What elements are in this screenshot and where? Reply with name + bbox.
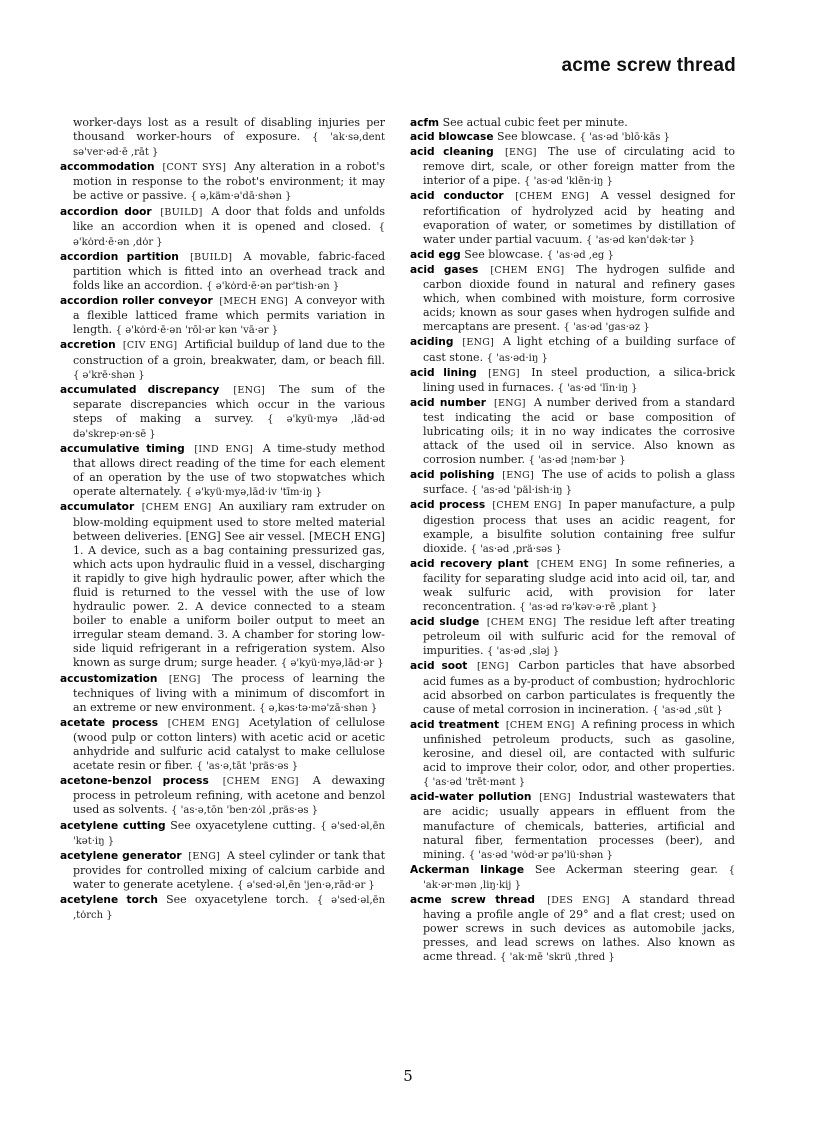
entry-definition: See oxyacetylene cutting. bbox=[170, 818, 316, 832]
entry-headword: accustomization bbox=[60, 672, 158, 685]
entry-headword: acid soot bbox=[410, 660, 468, 673]
entry-definition: Any alteration in a robot's motion in response to the robot's environment; it may be active or passive. bbox=[73, 160, 385, 203]
entry-subject-label: [ENG] bbox=[233, 384, 266, 396]
entry-definition: A movable, fabric-faced partition which is fitted into an overhead track and folds like an accordion. bbox=[73, 249, 386, 293]
entry-pronunciation: { 'as·əd ,süt } bbox=[652, 704, 723, 716]
dictionary-entry bbox=[410, 130, 735, 145]
entry-headword: accretion bbox=[60, 339, 116, 352]
dictionary-entry bbox=[410, 189, 735, 247]
entry-definition: An auxiliary ram extruder on blow-molding equipment used to store melted material between deliveries. [ENG] See air vessel. [MECH ENG] 1. A device, such as a bag containing pressurized gas, which acts upon hydraulic fluid in a vessel, discharging it rapidly to give high hydraulic power, after which the fluid is returned to the vessel with the use of low hydraulic power. 2. A device connected to a steam boiler to enable a uniform boiler output to meet an irregular steam demand. 3. A chamber for storing low-side liquid refrigerant in a refrigeration system. Also known as surge drum; surge header. bbox=[73, 500, 386, 670]
entry-pronunciation: { ə,kəs·tə·mə'zā·shən } bbox=[259, 702, 378, 714]
entry-definition: See blowcase. bbox=[464, 247, 544, 261]
entry-definition: In steel production, a silica-brick lining used in furnaces. bbox=[423, 365, 735, 394]
entry-headword: accordion partition bbox=[60, 250, 179, 263]
entry-definition: A refining process in which unfinished petroleum products, such as gasoline, kerosine, and diesel oil, are contacted with sulfuric acid to improve their color, odor, and other properties. bbox=[423, 717, 736, 775]
entry-subject-label: [CHEM ENG] bbox=[486, 617, 557, 629]
entry-subject-label: [CHEM ENG] bbox=[167, 717, 240, 729]
entry-subject-label: [CHEM ENG] bbox=[515, 191, 589, 203]
entry-subject-label: [CONT SYS] bbox=[162, 162, 227, 174]
entry-headword: accumulated discrepancy bbox=[60, 383, 220, 396]
entry-definition: In paper manufacture, a pulp digestion process that uses an acidic reagent, for example, a bisulfite solution containing free sulfur dioxide. bbox=[423, 498, 736, 555]
entry-pronunciation: { 'as·əd 'līn·iŋ } bbox=[557, 382, 638, 394]
entry-subject-label: [ENG] bbox=[488, 367, 520, 379]
dictionary-entry bbox=[410, 145, 735, 189]
dictionary-entry bbox=[60, 383, 385, 442]
entry-headword: acid lining bbox=[410, 366, 477, 379]
entry-definition: A conveyor with a flexible latticed frame which permits variation in length. bbox=[73, 294, 386, 337]
entry-subject-label: [ENG] bbox=[168, 673, 201, 685]
dictionary-entry bbox=[410, 116, 735, 130]
entry-definition: A time-study method that allows direct reading of the time for each element of an operation by the use of two stopwatches which operate alternately. bbox=[73, 442, 386, 499]
entry-definition: A vessel designed for refortification of hydrolyzed acid by heating and evaporation of water, or sometimes by distillation of water under partial vacuum. bbox=[423, 189, 736, 246]
entry-pronunciation: { ə'kȯrd·ē·ən pər'tish·ən } bbox=[206, 281, 340, 293]
entry-subject-label: [BUILD] bbox=[190, 251, 233, 263]
entry-subject-label: [ENG] bbox=[494, 397, 526, 409]
entry-pronunciation: { ə'kyü·myə ,lād·əd də'skrep·ən·sē } bbox=[73, 413, 386, 440]
entry-definition: The hydrogen sulfide and carbon dioxide found in natural and refinery gases which, when combined with moisture, form corrosive acids; known as sour gases when hydrogen sulfide and mercaptans are present. bbox=[423, 262, 736, 334]
dictionary-entry bbox=[410, 248, 735, 263]
entry-definition: See Ackerman steering gear. bbox=[534, 862, 718, 876]
right-column bbox=[410, 116, 735, 965]
dictionary-entry bbox=[410, 396, 735, 468]
entry-headword: acetone-benzol process bbox=[60, 775, 209, 788]
entry-pronunciation: { 'as·əd·iŋ } bbox=[486, 352, 548, 364]
entry-headword: aciding bbox=[410, 336, 454, 349]
dictionary-entry bbox=[410, 893, 735, 965]
entry-definition: See oxyacetylene torch. bbox=[166, 892, 309, 906]
entry-pronunciation: { ə'kyü·myə,lād·ər } bbox=[280, 658, 384, 670]
entry-headword: acid polishing bbox=[410, 469, 495, 482]
entry-headword: accumulative timing bbox=[60, 443, 185, 456]
dictionary-entry bbox=[60, 774, 385, 818]
entry-definition: A number derived from a standard test indicating the acid or base composition of lubricating oils; it in no way indicates the corrosive attack of the used oil in service. Also known as corrosion number. bbox=[423, 395, 736, 467]
dictionary-entry bbox=[60, 116, 385, 160]
entry-pronunciation: { 'as·əd ¦nəm·bər } bbox=[528, 455, 626, 467]
entry-subject-label: [CHEM ENG] bbox=[490, 264, 565, 276]
entry-pronunciation: { ə'sed·əl,ēn 'jen·ə,rād·ər } bbox=[237, 879, 375, 891]
entry-headword: acid conductor bbox=[410, 190, 504, 203]
entry-subject-label: [CHEM ENG] bbox=[536, 558, 607, 570]
entry-subject-label: [CHEM ENG] bbox=[492, 500, 562, 512]
entry-pronunciation: { ə'kyü·myə,lād·iv 'tīm·iŋ } bbox=[185, 487, 322, 499]
entry-headword: acetylene generator bbox=[60, 849, 182, 862]
entry-definition: The process of learning the techniques of living with a minimum of discomfort in an extreme or new environment. bbox=[73, 671, 386, 714]
entry-subject-label: [ENG] bbox=[539, 792, 571, 804]
entry-definition: See actual cubic feet per minute. bbox=[442, 116, 628, 129]
entry-definition: In some refineries, a facility for separating sludge acid into acid oil, tar, and weak sulfuric acid, with provision for later reconcentration. bbox=[423, 556, 736, 614]
entry-pronunciation: { 'ak·sə,dent sə'ver·əd·ē ,rāt } bbox=[73, 132, 386, 159]
dictionary-entry bbox=[60, 442, 385, 500]
entry-subject-label: [ENG] bbox=[188, 850, 221, 862]
dictionary-entry bbox=[410, 718, 735, 790]
running-head: acme screw thread bbox=[561, 55, 736, 76]
entry-subject-label: [ENG] bbox=[502, 470, 535, 482]
entry-definition: worker-days lost as a result of disabling injuries per thousand worker-hours of exposure. bbox=[73, 116, 385, 144]
dictionary-entry bbox=[410, 790, 735, 862]
entry-subject-label: [CIV ENG] bbox=[122, 340, 178, 352]
entry-headword: acfm bbox=[410, 117, 440, 129]
dictionary-entry bbox=[60, 294, 385, 338]
entry-pronunciation: { 'as·əd 'wȯd·ər pə'lü·shən } bbox=[468, 849, 613, 861]
entry-pronunciation: { 'ak·mē 'skrü ,thred } bbox=[500, 952, 615, 964]
entry-subject-label: [ENG] bbox=[462, 337, 495, 349]
entry-subject-label: [BUILD] bbox=[160, 206, 203, 218]
entry-headword: accumulator bbox=[60, 501, 135, 514]
dictionary-entry bbox=[410, 335, 735, 365]
entry-definition: A standard thread having a profile angle of 29° and a flat crest; used on power screws in such devices as automobile jacks, presses, and lead screws on lathes. Also known as acme thread. bbox=[423, 892, 736, 964]
entry-definition: A door that folds and unfolds like an accordion when it is opened and closed. bbox=[73, 204, 386, 233]
entry-pronunciation: { ə'kȯrd·ē·ən 'rōl·ər kən 'vā·ər } bbox=[115, 325, 279, 337]
dictionary-entry bbox=[60, 250, 385, 294]
entry-definition: Artificial buildup of land due to the construction of a groin, breakwater, dam, or beach fill. bbox=[73, 338, 386, 367]
entry-headword: acid treatment bbox=[410, 718, 500, 731]
dictionary-entry bbox=[410, 498, 735, 556]
entry-headword: acid cleaning bbox=[410, 146, 494, 159]
entry-pronunciation: { ə'krē·shən } bbox=[73, 369, 145, 381]
dictionary-entry bbox=[410, 557, 735, 615]
entry-pronunciation: { ə'sed·əl,ēn ,tȯrch } bbox=[73, 894, 386, 922]
dictionary-entry bbox=[410, 263, 735, 335]
dictionary-entry bbox=[60, 893, 385, 923]
entry-pronunciation: { 'as·əd 'päl·ish·iŋ } bbox=[471, 485, 572, 497]
dictionary-entry bbox=[410, 659, 735, 717]
entry-subject-label: [IND ENG] bbox=[194, 444, 254, 456]
entry-pronunciation: { 'ak·ər·mən ,liŋ·kij } bbox=[423, 864, 735, 891]
entry-headword: acid process bbox=[410, 499, 486, 512]
entry-pronunciation: { 'as·əd 'gas·əz } bbox=[563, 322, 650, 334]
entry-headword: acetylene torch bbox=[60, 893, 158, 906]
entry-definition: Carbon particles that have absorbed acid fumes as a by-product of combustion; hydrochloric acid absorbed on carbon particulates is frequently the cause of metal corrosion in incineration. bbox=[423, 659, 736, 716]
entry-headword: accordion door bbox=[60, 205, 152, 218]
entry-headword: acid blowcase bbox=[410, 131, 494, 144]
entry-headword: accordion roller conveyor bbox=[60, 295, 213, 308]
page-number: 5 bbox=[403, 1067, 413, 1085]
dictionary-entry bbox=[410, 863, 735, 893]
dictionary-entry bbox=[60, 338, 385, 382]
entry-pronunciation: { 'as·əd 'trēt·mənt } bbox=[423, 777, 526, 789]
dictionary-entry bbox=[60, 160, 385, 204]
entry-definition: A light etching of a building surface of cast stone. bbox=[423, 335, 735, 364]
entry-pronunciation: { 'as·əd rə'kəv·ə·rē ,plant } bbox=[519, 602, 658, 614]
entry-headword: acid recovery plant bbox=[410, 557, 529, 570]
left-column bbox=[60, 116, 385, 923]
entry-definition: A dewaxing process in petroleum refining, with acetone and benzol used as solvents. bbox=[73, 774, 385, 817]
dictionary-entry bbox=[410, 468, 735, 498]
entry-headword: acid sludge bbox=[410, 616, 480, 629]
entry-definition: A steel cylinder or tank that provides for controlled mixing of calcium carbide and water to generate acetylene. bbox=[73, 848, 386, 891]
entry-headword: Ackerman linkage bbox=[410, 863, 525, 876]
entry-pronunciation: { 'as·əd ,prä·səs } bbox=[470, 543, 562, 555]
dictionary-entry bbox=[410, 615, 735, 659]
entry-pronunciation: { 'as·əd ,eg } bbox=[546, 249, 614, 261]
entry-headword: acetylene cutting bbox=[60, 819, 166, 832]
entry-headword: acid egg bbox=[410, 248, 461, 261]
entry-definition: The sum of the separate discrepancies which occur in the various steps of making a survey. bbox=[73, 382, 386, 425]
entry-subject-label: [CHEM ENG] bbox=[222, 776, 299, 788]
entry-headword: accommodation bbox=[60, 161, 155, 174]
dictionary-entry bbox=[60, 849, 385, 893]
dictionary-entry bbox=[60, 819, 385, 849]
entry-subject-label: [CHEM ENG] bbox=[505, 719, 575, 731]
dictionary-entry bbox=[60, 205, 385, 250]
entry-headword: acetate process bbox=[60, 716, 159, 729]
entry-pronunciation: { ə'kȯrd·ē·ən ,dȯr } bbox=[73, 221, 386, 248]
entry-definition: The use of circulating acid to remove dirt, scale, or other foreign matter from the interior of a pipe. bbox=[423, 145, 735, 188]
entry-headword: acid number bbox=[410, 396, 486, 409]
dictionary-entry bbox=[60, 672, 385, 716]
entry-pronunciation: { 'as·əd kən'dək·tər } bbox=[586, 234, 696, 246]
entry-subject-label: [CHEM ENG] bbox=[141, 502, 212, 514]
entry-subject-label: [DES ENG] bbox=[547, 894, 610, 906]
entry-pronunciation: { 'as·ə,tāt 'präs·əs } bbox=[196, 761, 299, 773]
entry-headword: acme screw thread bbox=[410, 893, 535, 906]
entry-headword: acid-water pollution bbox=[410, 791, 532, 804]
entry-pronunciation: { 'as·əd 'blō·kās } bbox=[579, 132, 670, 144]
entry-definition: The residue left after treating petroleum oil with sulfuric acid for the removal of impurities. bbox=[423, 615, 735, 658]
entry-subject-label: [ENG] bbox=[504, 147, 537, 159]
entry-definition: See blowcase. bbox=[497, 130, 577, 144]
entry-pronunciation: { 'as·əd 'klēn·iŋ } bbox=[524, 176, 613, 188]
entry-headword: acid gases bbox=[410, 263, 479, 276]
entry-pronunciation: { 'as·əd ,sləj } bbox=[486, 646, 560, 658]
entry-definition: Industrial wastewaters that are acidic; usually appears in effluent from the manufacture of chemicals, batteries, artificial and natural fiber, fermentation processes (beer), and mining. bbox=[423, 790, 736, 861]
dictionary-entry bbox=[60, 500, 385, 671]
entry-definition: Acetylation of cellulose (wood pulp or cotton linters) with acetic acid or acetic anhydride and sulfuric acid catalyst to make cellulose acetate resin or fiber. bbox=[73, 715, 386, 773]
entry-pronunciation: { 'as·ə,tōn 'ben·zȯl ,präs·əs } bbox=[171, 805, 319, 817]
entry-pronunciation: { ə'sed·əl,ēn 'kət·iŋ } bbox=[73, 820, 385, 847]
dictionary-entry bbox=[60, 716, 385, 774]
entry-subject-label: [MECH ENG] bbox=[219, 296, 288, 308]
entry-subject-label: [ENG] bbox=[477, 661, 509, 673]
entry-pronunciation: { ə,käm·ə'dā·shən } bbox=[190, 191, 292, 203]
dictionary-entry bbox=[410, 366, 735, 396]
entry-definition: The use of acids to polish a glass surface. bbox=[423, 468, 736, 497]
